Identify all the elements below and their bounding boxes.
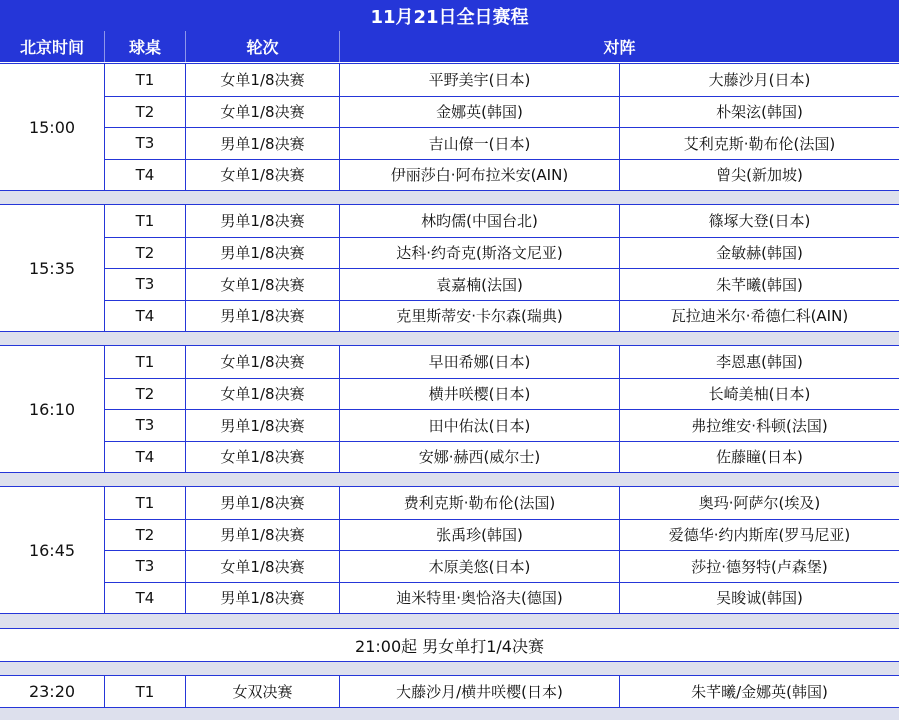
player1-cell: 金娜英(韩国) [340, 97, 620, 128]
round-cell: 女单1/8决赛 [186, 442, 340, 473]
player2-cell: 弗拉维安·科顿(法国) [691, 416, 828, 435]
player1-cell: 林昀儒(中国台北) [340, 205, 620, 237]
match-row [105, 378, 899, 410]
player2-cell: 艾利克斯·勒布伦(法国) [683, 134, 836, 153]
round-cell: 男单1/8决赛 [186, 520, 340, 551]
table-cell: T3 [105, 128, 186, 159]
header-table: 球桌 [105, 31, 186, 62]
block-separator [0, 708, 899, 720]
round-cell: 女单1/8决赛 [186, 97, 340, 128]
player1-cell: 迪米特里·奥恰洛夫(德国) [340, 583, 620, 614]
match-row [105, 346, 899, 378]
header-time: 北京时间 [0, 31, 105, 62]
round-cell: 男单1/8决赛 [186, 410, 340, 441]
player1-cell: 早田希娜(日本) [340, 346, 620, 378]
block-separator [0, 662, 899, 675]
player2-cell: 朱芊曦/金娜英(韩国) [691, 683, 828, 701]
player2-cell: 佐藤瞳(日本) [716, 448, 803, 467]
round-cell: 女双决赛 [186, 676, 340, 707]
session-time: 16:10 [0, 346, 105, 472]
table-cell: T1 [105, 346, 186, 378]
table-cell: T3 [105, 269, 186, 300]
round-cell: 男单1/8决赛 [186, 301, 340, 332]
session-block-1610 [0, 345, 899, 473]
round-cell: 女单1/8决赛 [186, 64, 340, 96]
round-cell: 男单1/8决赛 [186, 238, 340, 269]
player1-cell: 横井咲樱(日本) [340, 379, 620, 410]
session-time: 23:20 [0, 676, 105, 707]
player2-cell: 朱芊曦(韩国) [716, 275, 803, 294]
header-round: 轮次 [186, 31, 340, 62]
player2-cell: 朴架泫(韩国) [716, 103, 803, 122]
quarterfinal-notice: 21:00起 男女单打1/4决赛 [0, 628, 899, 662]
player2-cell: 爱德华·约内斯库(罗马尼亚) [668, 526, 851, 545]
round-cell: 男单1/8决赛 [186, 205, 340, 237]
round-cell: 女单1/8决赛 [186, 379, 340, 410]
player1-cell: 袁嘉楠(法国) [340, 269, 620, 300]
player1-cell: 大藤沙月/横井咲樱(日本) [340, 676, 620, 707]
player1-cell: 安娜·赫西(威尔士) [340, 442, 620, 473]
session-time: 16:45 [0, 487, 105, 613]
player1-cell: 伊丽莎白·阿布拉米安(AIN) [340, 160, 620, 191]
table-cell: T1 [105, 676, 186, 707]
table-cell: T2 [105, 520, 186, 551]
block-separator [0, 473, 899, 486]
header-matchup: 对阵 [340, 31, 899, 62]
table-cell: T2 [105, 379, 186, 410]
match-row [105, 159, 899, 191]
match-row [105, 127, 899, 159]
round-cell: 女单1/8决赛 [186, 269, 340, 300]
match-row [105, 205, 899, 237]
block-separator [0, 191, 899, 204]
player2-cell: 大藤沙月(日本) [708, 71, 811, 90]
match-row [105, 268, 899, 300]
match-row [105, 441, 899, 473]
player1-cell: 张禹珍(韩国) [340, 520, 620, 551]
player2-cell: 长崎美柚(日本) [708, 385, 811, 404]
round-cell: 男单1/8决赛 [186, 583, 340, 614]
table-cell: T1 [105, 487, 186, 519]
table-cell: T3 [105, 551, 186, 582]
table-cell: T2 [105, 238, 186, 269]
match-row [105, 64, 899, 96]
table-cell: T1 [105, 64, 186, 96]
round-cell: 男单1/8决赛 [186, 487, 340, 519]
table-cell: T1 [105, 205, 186, 237]
session-time: 15:35 [0, 205, 105, 331]
player2-cell: 李恩惠(韩国) [716, 353, 803, 372]
player2-cell: 吴晙诚(韩国) [716, 589, 803, 608]
match-row [105, 550, 899, 582]
match-row [105, 96, 899, 128]
table-cell: T2 [105, 97, 186, 128]
match-row [105, 487, 899, 519]
match-row [105, 237, 899, 269]
session-time: 15:00 [0, 64, 105, 190]
player2-cell: 奥玛·阿萨尔(埃及) [698, 494, 821, 513]
player2-cell: 篠塚大登(日本) [708, 212, 811, 231]
schedule-title: 11月21日全日赛程 [0, 0, 899, 31]
table-cell: T4 [105, 442, 186, 473]
player1-cell: 吉山僚一(日本) [340, 128, 620, 159]
player2-cell: 曾尖(新加坡) [716, 166, 803, 185]
player1-cell: 木原美悠(日本) [340, 551, 620, 582]
table-cell: T4 [105, 160, 186, 191]
match-row [105, 300, 899, 332]
player1-cell: 田中佑汰(日本) [340, 410, 620, 441]
round-cell: 女单1/8决赛 [186, 346, 340, 378]
match-row [105, 519, 899, 551]
round-cell: 男单1/8决赛 [186, 128, 340, 159]
table-cell: T3 [105, 410, 186, 441]
table-cell: T4 [105, 583, 186, 614]
match-row [105, 409, 899, 441]
session-block-1535 [0, 204, 899, 332]
block-separator [0, 614, 899, 628]
player2-cell: 金敏赫(韩国) [716, 244, 803, 263]
table-cell: T4 [105, 301, 186, 332]
round-cell: 女单1/8决赛 [186, 551, 340, 582]
block-separator [0, 332, 899, 345]
round-cell: 女单1/8决赛 [186, 160, 340, 191]
player1-cell: 费利克斯·勒布伦(法国) [340, 487, 620, 519]
session-block-1645 [0, 486, 899, 614]
player2-cell: 莎拉·德努特(卢森堡) [691, 557, 828, 576]
player1-cell: 克里斯蒂安·卡尔森(瑞典) [340, 301, 620, 332]
session-block-final [0, 675, 899, 708]
player1-cell: 达科·约奇克(斯洛文尼亚) [340, 238, 620, 269]
player1-cell: 平野美宇(日本) [340, 64, 620, 96]
player2-cell: 瓦拉迪米尔·希德仁科(AIN) [670, 307, 849, 326]
session-block-1500 [0, 63, 899, 191]
match-row [105, 582, 899, 614]
match-row [105, 676, 899, 707]
